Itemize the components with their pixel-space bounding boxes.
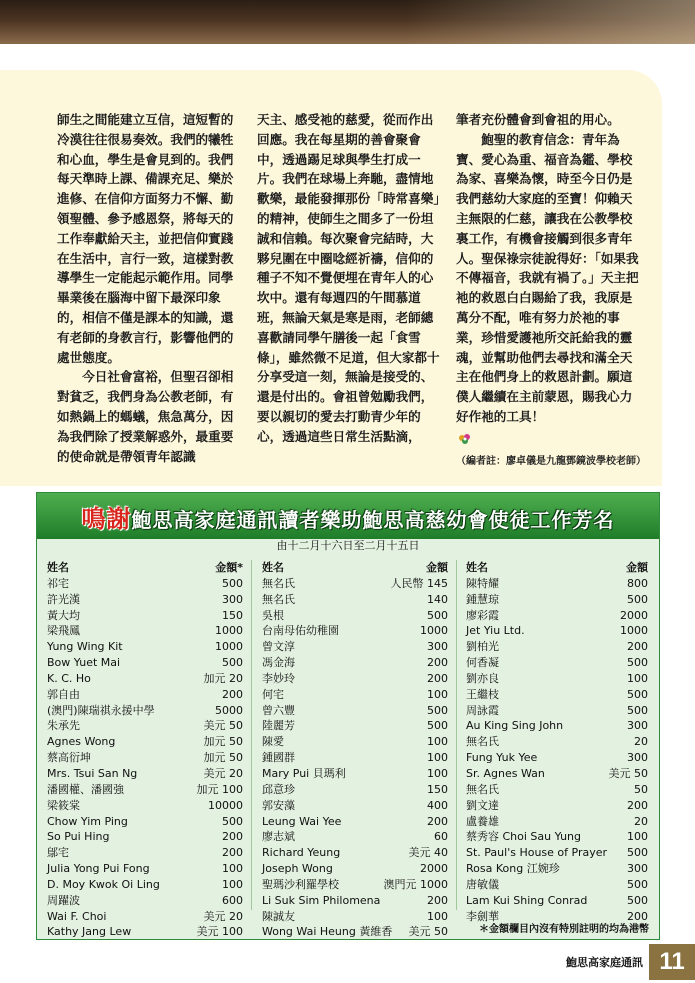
publication-name: 鮑思高家庭通訊	[566, 956, 643, 969]
table-header	[262, 560, 448, 576]
donor-name: Kathy Jang Lew	[47, 925, 132, 939]
donation-amount: 加元 50	[203, 751, 243, 765]
donation-amount: 100	[627, 830, 648, 844]
donor-name: 馮金海	[262, 656, 295, 670]
table-header	[466, 560, 648, 576]
table-row	[262, 608, 448, 624]
donation-amount: 100	[427, 909, 448, 923]
currency-footnote: ＊金額欄目內沒有特別註明的均為港幣	[479, 924, 649, 935]
table-row	[466, 734, 648, 750]
table-row	[466, 829, 648, 845]
table-row	[47, 909, 243, 925]
table-row	[47, 893, 243, 909]
donor-name: 陳誠友	[262, 909, 295, 923]
table-row	[47, 829, 243, 845]
donation-amount: 2000	[420, 862, 448, 876]
donor-name: 蔡高衍坤	[47, 751, 91, 765]
donation-amount: 300	[427, 640, 448, 654]
article-column-2	[257, 110, 443, 447]
title-highlight: 鳴謝	[81, 505, 132, 533]
table-row	[47, 592, 243, 608]
table-row	[466, 845, 648, 861]
donation-amount: 500	[627, 846, 648, 860]
title-text: 鮑思高家庭通訊讀者樂助鮑思高慈幼會使徒工作芳名	[131, 508, 615, 532]
table-row	[262, 782, 448, 798]
donor-name: Au King Sing John	[466, 719, 564, 733]
donation-amount: 100	[427, 766, 448, 780]
table-row	[262, 703, 448, 719]
donor-name: (澳門)陳瑞祺永援中學	[47, 703, 155, 717]
donor-name: Julia Yong Pui Fong	[47, 862, 150, 876]
donor-name: 唐敏儀	[466, 877, 499, 891]
table-row	[466, 608, 648, 624]
article-column-1	[57, 110, 241, 466]
donor-name: Li Suk Sim Philomena	[262, 893, 381, 907]
donation-amount: 150	[427, 782, 448, 796]
donation-amount: 500	[627, 687, 648, 701]
donor-name: 郭安藻	[262, 798, 295, 812]
donation-amount: 500	[222, 656, 243, 670]
donor-name: 劉柏光	[466, 640, 499, 654]
article-paragraph: 鮑聖的教育信念：青年為寶、愛心為重、福音為鑑、學校為家、喜樂為懷，時至今日仍是我們慈幼大家庭的至寶！仰賴天主無限的仁慈，讓我在公教學校裏工作，有機會接觸到很多青年人。聖保祿宗徒說得好：「如果我不傳福音，我就有禍了。」天主把祂的救恩白白賜給了我，我原是萬分不配，唯有努力於祂的事業，珍惜愛護祂所交託給我的靈魂，並幫助他們去尋找和滿全天主在他們身上的救恩計劃。願這僕人繼續在主前蒙恩，賜我心力好作祂的工具！	[456, 131, 639, 424]
donor-name: 曾六豐	[262, 703, 295, 717]
donor-name: 無名氏	[262, 592, 295, 606]
table-row	[466, 718, 648, 734]
donor-name: 鍾國群	[262, 751, 295, 765]
donation-amount: 1000	[620, 624, 648, 638]
table-row	[47, 814, 243, 830]
table-row	[466, 814, 648, 830]
table-row	[47, 766, 243, 782]
donation-amount: 20	[634, 814, 648, 828]
table-row	[262, 718, 448, 734]
donation-amount: 澳門元 1000	[383, 877, 448, 891]
donation-amount: 500	[427, 719, 448, 733]
donation-amount: 140	[427, 592, 448, 606]
table-row	[262, 655, 448, 671]
table-row	[47, 655, 243, 671]
donor-name: 黃大均	[47, 608, 80, 622]
donor-name: 李妙玲	[262, 671, 295, 685]
donor-name: 吳根	[262, 608, 284, 622]
donation-amount: 300	[627, 862, 648, 876]
donor-name: 祁宅	[47, 576, 69, 590]
table-row	[47, 703, 243, 719]
donation-amount: 200	[427, 814, 448, 828]
donation-amount: 200	[222, 830, 243, 844]
header-amount: 金額	[626, 561, 648, 574]
donor-name: Agnes Wong	[47, 735, 116, 749]
donor-list-title	[37, 499, 659, 534]
donation-amount: 100	[222, 862, 243, 876]
header-name: 姓名	[466, 561, 488, 574]
donation-amount: 800	[627, 576, 648, 590]
donor-name: 陳愛	[262, 735, 284, 749]
table-row	[466, 750, 648, 766]
donor-name: 陸麗芳	[262, 719, 295, 733]
donor-name: Mrs. Tsui San Ng	[47, 766, 138, 780]
donor-name: 朱承先	[47, 719, 80, 733]
donor-name: D. Moy Kwok Oi Ling	[47, 877, 160, 891]
donor-name: So Pui Hing	[47, 830, 110, 844]
header-amount: 金額	[426, 561, 448, 574]
donor-name: 劉文達	[466, 798, 499, 812]
donor-name: 曾文淳	[262, 640, 295, 654]
table-row	[262, 734, 448, 750]
header-gradient	[405, 0, 695, 44]
donor-name: 周詠霞	[466, 703, 499, 717]
donation-amount: 100	[627, 671, 648, 685]
table-row	[47, 750, 243, 766]
donor-name: Lam Kui Shing Conrad	[466, 893, 588, 907]
donation-amount: 美元 20	[203, 909, 243, 923]
header-name: 姓名	[262, 561, 284, 574]
donation-amount: 200	[427, 893, 448, 907]
donor-name: 周躍波	[47, 893, 80, 907]
donor-name: 鄔宅	[47, 846, 69, 860]
donor-name: 鍾慧琼	[466, 592, 499, 606]
header-name: 姓名	[47, 561, 69, 574]
donor-name: K. C. Ho	[47, 671, 91, 685]
donor-name: 蔡秀容 Choi Sau Yung	[466, 830, 582, 844]
table-row	[466, 766, 648, 782]
editor-note: （編者註：廖卓儀是九龍鄧鏡波學校老師）	[456, 455, 646, 467]
donor-name: 李劍華	[466, 909, 499, 923]
donor-name: 何宅	[262, 687, 284, 701]
donation-amount: 500	[427, 608, 448, 622]
donor-table-col1	[47, 560, 243, 940]
donor-name: Rosa Kong 江婉珍	[466, 862, 560, 876]
donor-name: 潘國權、潘國強	[47, 782, 124, 796]
donation-amount: 200	[627, 640, 648, 654]
donation-amount: 500	[627, 656, 648, 670]
donor-title-band	[37, 493, 659, 539]
table-row	[466, 687, 648, 703]
donation-amount: 500	[222, 814, 243, 828]
table-row	[262, 924, 448, 940]
table-row	[47, 782, 243, 798]
donor-name: Wai F. Choi	[47, 909, 107, 923]
donation-amount: 2000	[620, 608, 648, 622]
donation-amount: 500	[627, 592, 648, 606]
donation-amount: 加元 100	[196, 782, 243, 796]
donor-name: 陳特耀	[466, 576, 499, 590]
page-number: 11	[649, 944, 695, 980]
donation-amount: 300	[627, 719, 648, 733]
table-row	[47, 734, 243, 750]
donation-amount: 人民幣 145	[390, 576, 448, 590]
donation-amount: 加元 20	[203, 671, 243, 685]
donor-name: Richard Yeung	[262, 846, 341, 860]
donation-amount: 1000	[215, 624, 243, 638]
donor-name: 郭自由	[47, 687, 80, 701]
donation-amount: 200	[222, 687, 243, 701]
donor-name: 無名氏	[466, 735, 499, 749]
table-row	[262, 829, 448, 845]
donor-name: Wong Wai Heung 黃維香	[262, 925, 393, 939]
donation-amount: 200	[222, 846, 243, 860]
top-header-bar	[0, 0, 695, 44]
donation-amount: 500	[627, 893, 648, 907]
donation-amount: 60	[434, 830, 448, 844]
donor-name: Mary Pui 貝瑪利	[262, 766, 346, 780]
table-row	[47, 718, 243, 734]
flower-icon	[458, 431, 472, 443]
donation-amount: 1000	[420, 624, 448, 638]
donor-name: Sr. Agnes Wan	[466, 766, 545, 780]
donor-name: 廖志斌	[262, 830, 295, 844]
table-row	[466, 592, 648, 608]
table-row	[262, 861, 448, 877]
article-column-3	[456, 110, 646, 468]
table-row	[262, 623, 448, 639]
table-row	[47, 671, 243, 687]
table-row	[262, 814, 448, 830]
table-row	[466, 798, 648, 814]
donor-name: 聖瑪沙利羅學校	[262, 877, 339, 891]
table-row	[466, 703, 648, 719]
donor-list-box	[36, 492, 660, 940]
page-footer	[566, 944, 695, 980]
donor-name: 邱意珍	[262, 782, 295, 796]
donation-amount: 美元 40	[408, 846, 448, 860]
donor-name: Chow Yim Ping	[47, 814, 128, 828]
table-row	[47, 877, 243, 893]
table-row	[262, 639, 448, 655]
donation-amount: 50	[634, 782, 648, 796]
donation-amount: 美元 100	[196, 925, 243, 939]
table-row	[262, 909, 448, 925]
table-row	[466, 655, 648, 671]
table-row	[466, 861, 648, 877]
table-row	[47, 623, 243, 639]
donation-amount: 400	[427, 798, 448, 812]
table-row	[47, 687, 243, 703]
table-row	[47, 608, 243, 624]
donor-table-col2	[262, 560, 448, 940]
donation-amount: 20	[634, 735, 648, 749]
donation-amount: 加元 50	[203, 735, 243, 749]
column-divider	[251, 560, 252, 910]
donation-amount: 100	[427, 687, 448, 701]
donation-amount: 300	[627, 751, 648, 765]
table-row	[466, 671, 648, 687]
table-row	[47, 798, 243, 814]
table-row	[466, 623, 648, 639]
donor-name: 梁飛鳳	[47, 624, 80, 638]
table-row	[262, 687, 448, 703]
table-row	[47, 845, 243, 861]
donor-name: 何香凝	[466, 656, 499, 670]
table-row	[262, 592, 448, 608]
donation-amount: 600	[222, 893, 243, 907]
column-divider	[456, 560, 457, 910]
donation-amount: 500	[627, 877, 648, 891]
donor-name: 盧養雄	[466, 814, 499, 828]
donation-amount: 100	[427, 751, 448, 765]
donor-name: Yung Wing Kit	[47, 640, 123, 654]
donor-name: Jet Yiu Ltd.	[466, 624, 525, 638]
donation-amount: 100	[427, 735, 448, 749]
donor-name: 廖彩霞	[466, 608, 499, 622]
table-row	[47, 861, 243, 877]
donor-name: Bow Yuet Mai	[47, 656, 121, 670]
donation-amount: 美元 50	[408, 925, 448, 939]
donation-amount: 美元 50	[608, 766, 648, 780]
table-header	[47, 560, 243, 576]
table-row	[262, 750, 448, 766]
donation-amount: 200	[627, 798, 648, 812]
donor-name: 無名氏	[262, 576, 295, 590]
table-row	[262, 798, 448, 814]
donor-name: 梁筱棠	[47, 798, 80, 812]
date-range: 由十二月十六日至二月十五日	[276, 539, 420, 552]
donor-name: Leung Wai Yee	[262, 814, 342, 828]
donor-name: 劉亦良	[466, 671, 499, 685]
table-row	[262, 766, 448, 782]
donor-name: 許光漢	[47, 592, 80, 606]
donation-amount: 150	[222, 608, 243, 622]
table-row	[466, 782, 648, 798]
table-row	[466, 893, 648, 909]
donor-name: 王繼枝	[466, 687, 499, 701]
table-row	[47, 924, 243, 940]
donor-name: 台南母佑幼稚園	[262, 624, 339, 638]
table-row	[262, 576, 448, 592]
article-paragraph: 天主、感受祂的慈愛，從而作出回應。我在每星期的善會聚會中，透過踢足球與學生打成一片。我們在球場上奔馳，盡情地歡樂，最能發揮那份「時常喜樂」的精神，使師生之間多了一份坦誠和信賴。每次聚會完結時，大夥兒圍在中圈唸經祈禱，信仰的種子不知不覺便埋在青年人的心坎中。還有每週四的午間慕道班，無論天氣是寒是雨，老師總喜歡請同學午膳後一起「食雪條」，雖然微不足道，但大家都十分享受這一刻，無論是接受的、還是付出的。會祖曾勉勵我們，要以親切的愛去打動青少年的心，透過這些日常生活點滴，	[257, 112, 440, 444]
donation-amount: 100	[222, 877, 243, 891]
table-row	[47, 576, 243, 592]
donation-amount: 200	[627, 909, 648, 923]
donation-amount: 500	[222, 576, 243, 590]
donor-name: St. Paul's House of Prayer	[466, 846, 608, 860]
article-paragraph: 今日社會富裕，但聖召卻相對貧乏，我們身為公教老師，有如熱鍋上的螞蟻，焦急萬分，因為我們除了授業解惑外，最重要的使命就是帶領青年認識	[57, 369, 234, 464]
table-row	[262, 877, 448, 893]
table-row	[262, 845, 448, 861]
donor-name: Joseph Wong	[262, 862, 333, 876]
table-row	[47, 639, 243, 655]
article-paragraph: 筆者充份體會到會祖的用心。	[456, 112, 620, 127]
table-row	[466, 877, 648, 893]
donation-amount: 10000	[208, 798, 243, 812]
donor-name: Fung Yuk Yee	[466, 751, 538, 765]
article-paragraph: 師生之間能建立互信，這短暫的冷漠往往很易奏效。我們的犧牲和心血，學生是會見到的。我們每天準時上課、備課充足、樂於進修、在信仰方面努力不懈、勤領聖體、參予感恩祭，將每天的工作奉獻給天主，並把信仰實踐在生活中，言行一致，這樣對教導學生一定能起示範作用。同學畢業後在腦海中留下最深印象的，相信不僅是課本的知識，還有老師的身教言行，影響他們的處世態度。	[57, 112, 234, 365]
header-amount: 金額*	[215, 561, 243, 574]
table-row	[262, 893, 448, 909]
donation-amount: 200	[427, 656, 448, 670]
donor-name: 無名氏	[466, 782, 499, 796]
table-row	[262, 671, 448, 687]
donation-amount: 500	[427, 703, 448, 717]
table-row	[466, 576, 648, 592]
donor-table-col3	[466, 560, 648, 924]
donation-amount: 美元 50	[203, 719, 243, 733]
donation-amount: 300	[222, 592, 243, 606]
donation-amount: 200	[427, 671, 448, 685]
donation-amount: 美元 20	[203, 766, 243, 780]
table-row	[466, 639, 648, 655]
donation-amount: 500	[627, 703, 648, 717]
donation-amount: 5000	[215, 703, 243, 717]
donation-amount: 1000	[215, 640, 243, 654]
